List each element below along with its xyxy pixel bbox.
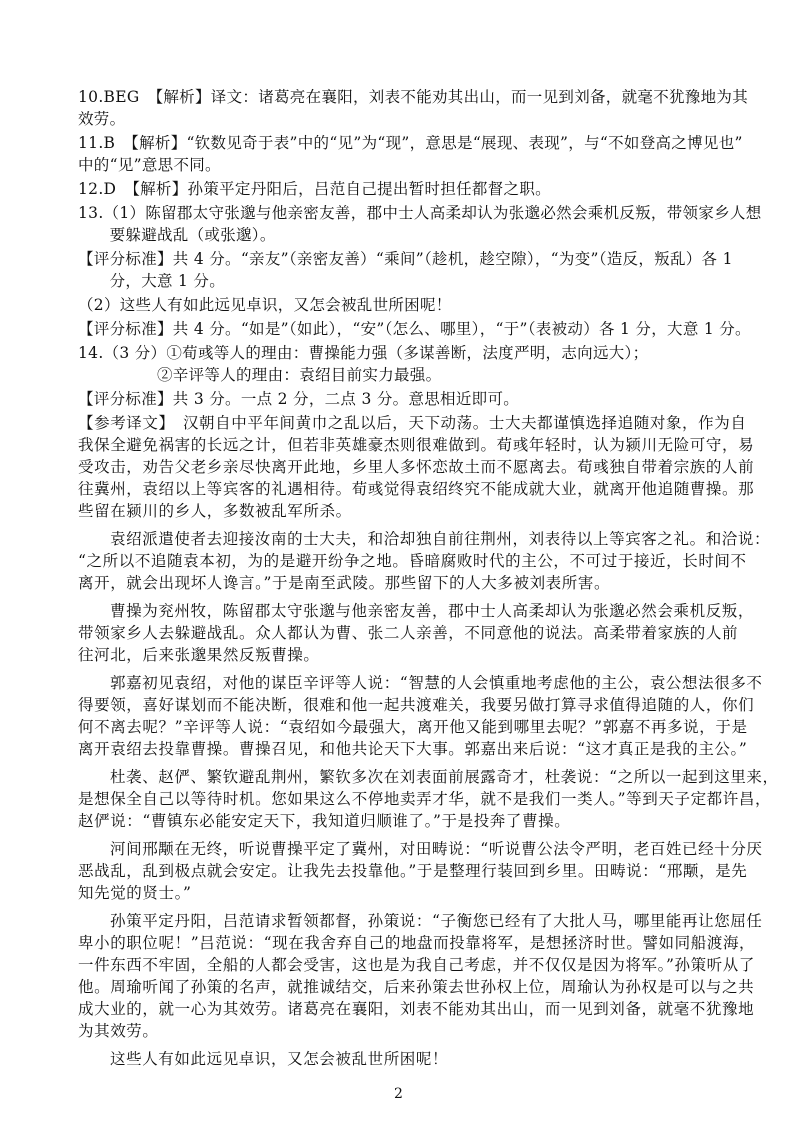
translation-line: 孙策平定丹阳，吕范请求暂领都督，孙策说：“子衡您已经有了大批人马，哪里能再让您屈任 xyxy=(110,912,763,930)
answer-line: 13.（1）陈留郡太守张邈与他亲密友善，郡中士人高柔却认为张邈必然会乘机反叛，带领家乡人想 xyxy=(78,204,762,222)
translation-line: 往冀州，袁绍以上等宾客的礼遇相待。荀彧觉得袁绍终究不能成就大业，就离开他追随曹操。那 xyxy=(78,480,755,498)
translation-line: 得要领，喜好谋划而不能决断，很难和他一起共渡难关，我要另做打算寻求值得追随的人，你们 xyxy=(78,696,755,714)
answer-line: ②辛评等人的理由：袁绍目前实力最强。 xyxy=(78,366,442,384)
answer-line: 12.D 【解析】孙策平定丹阳后，吕范自己提出暂时担任都督之职。 xyxy=(78,180,551,198)
translation-line: 他。周瑜听闻了孙策的名声，就推诚结交，后来孙策去世孙权上位，周瑜认为孙权是可以与之共 xyxy=(78,978,755,996)
answer-line: 效劳。 xyxy=(78,110,126,128)
answer-line: （2）这些人有如此远见卓识，又怎会被乱世所困呢！ xyxy=(78,296,452,314)
translation-line: 些留在颍川的乡人，多数被乱军所杀。 xyxy=(78,502,352,520)
translation-line: 我保全避免祸害的长远之计，但若非英雄豪杰则很难做到。荀彧年轻时，认为颍川无险可守，易 xyxy=(78,436,755,454)
translation-line: 恶战乱，乱到极点就会安定。让我先去投靠他。”于是整理行装回到乡里。田畴说：“邢颙，是先 xyxy=(78,862,748,880)
translation-line: 受攻击，劝告父老乡亲尽快离开此地，乡里人多怀恋故土而不愿离去。荀彧独自带着宗族的人前 xyxy=(78,458,755,476)
page-number: 2 xyxy=(394,1086,403,1102)
answer-line: 【评分标准】共 3 分。一点 2 分，二点 3 分。意思相近即可。 xyxy=(78,390,520,408)
translation-line: 为其效劳。 xyxy=(78,1022,159,1040)
translation-line: 是想保全自己以等待时机。您如果这么不停地卖弄才华，就不是我们一类人。”等到天子定都许昌， xyxy=(78,790,772,808)
answer-line: 【评分标准】共 4 分。“如是”（如此），“安”（怎么、哪里），“于”（表被动）各 1 分，大意 1 分。 xyxy=(78,320,751,338)
translation-line: 离开，就会出现坏人谗言。”于是南至武陵。那些留下的人大多被刘表所害。 xyxy=(78,574,611,592)
translation-line: 离开袁绍去投靠曹操。曹操召见，和他共论天下大事。郭嘉出来后说：“这才真正是我的主公。” xyxy=(78,740,748,758)
translation-line: 带领家乡人去躲避战乱。众人都认为曹、张二人亲善，不同意他的说法。高柔带着家族的人前 xyxy=(78,624,739,642)
translation-line: 袁绍派遣使者去迎接汝南的士大夫，和洽却独自前往荆州，刘表待以上等宾客之礼。和洽说： xyxy=(110,530,771,548)
translation-line: 杜袭、赵俨、繁钦避乱荆州，繁钦多次在刘表面前展露奇才，杜袭说：“之所以一起到这里来， xyxy=(110,768,779,786)
translation-line: 曹操为兖州牧，陈留郡太守张邈与他亲密友善，郡中士人高柔却认为张邈必然会乘机反叛， xyxy=(110,602,755,620)
answer-line: 中的“见”意思不同。 xyxy=(78,156,221,174)
translation-line: 赵俨说：“曹镇东必能安定天下，我知道归顺谁了。”于是投奔了曹操。 xyxy=(78,812,571,830)
answer-line: 11.B 【解析】“钦数见奇于表”中的“见”为“现”，意思是“展现、表现”，与“不如登高之博见也” xyxy=(78,134,743,152)
translation-line: 一件东西不牢固，全船的人都会受害，这也是为我自己考虑，并不仅仅是因为将军。”孙策听从了 xyxy=(78,956,755,974)
translation-line: 这些人有如此远见卓识，又怎会被乱世所困呢！ xyxy=(110,1050,449,1068)
translation-line: 卑小的职位呢！”吕范说：“现在我舍弃自己的地盘而投靠将军，是想拯济时世。譬如同船渡海， xyxy=(78,934,756,952)
translation-line: 郭嘉初见袁绍，对他的谋臣辛评等人说：“智慧的人会慎重地考虑他的主公，袁公想法很多不 xyxy=(110,674,763,692)
translation-line: 知先觉的贤士。” xyxy=(78,884,192,902)
translation-line: 河间邢颙在无终，听说曹操平定了冀州，对田畴说：“听说曹公法令严明，老百姓已经十分厌 xyxy=(110,840,763,858)
answer-line: 【评分标准】共 4 分。“亲友”（亲密友善）“乘间”（趁机，趁空隙），“为变”（造反，叛乱）各 1 xyxy=(78,250,733,268)
answer-line: 10.BEG 【解析】译文：诸葛亮在襄阳，刘表不能劝其出山，而一见到刘备，就毫不犹豫地为其 xyxy=(78,88,748,106)
answer-line: 分，大意 1 分。 xyxy=(78,272,226,290)
answer-line: 14.（3 分）①荀彧等人的理由：曹操能力强（多谋善断，法度严明，志向远大）； xyxy=(78,344,649,362)
translation-line: 往河北，后来张邈果然反叛曹操。 xyxy=(78,646,320,664)
translation-line: “之所以不追随袁本初，为的是避开纷争之地。昏暗腐败时代的主公，不可过于接近，长时间不 xyxy=(78,552,747,570)
translation-line: 成大业的，就一心为其效劳。诸葛亮在襄阳，刘表不能劝其出山，而一见到刘备，就毫不犹豫地 xyxy=(78,1000,755,1018)
answer-line: 要躲避战乱（或张邈）。 xyxy=(78,226,276,244)
translation-line: 【参考译文】 汉朝自中平年间黄巾之乱以后，天下动荡。士大夫都谨慎选择追随对象，作为自 xyxy=(78,414,747,432)
translation-line: 何不离去呢？”辛评等人说：“袁绍如今最强大，离开他又能到哪里去呢？”郭嘉不再多说，于是 xyxy=(78,718,748,736)
